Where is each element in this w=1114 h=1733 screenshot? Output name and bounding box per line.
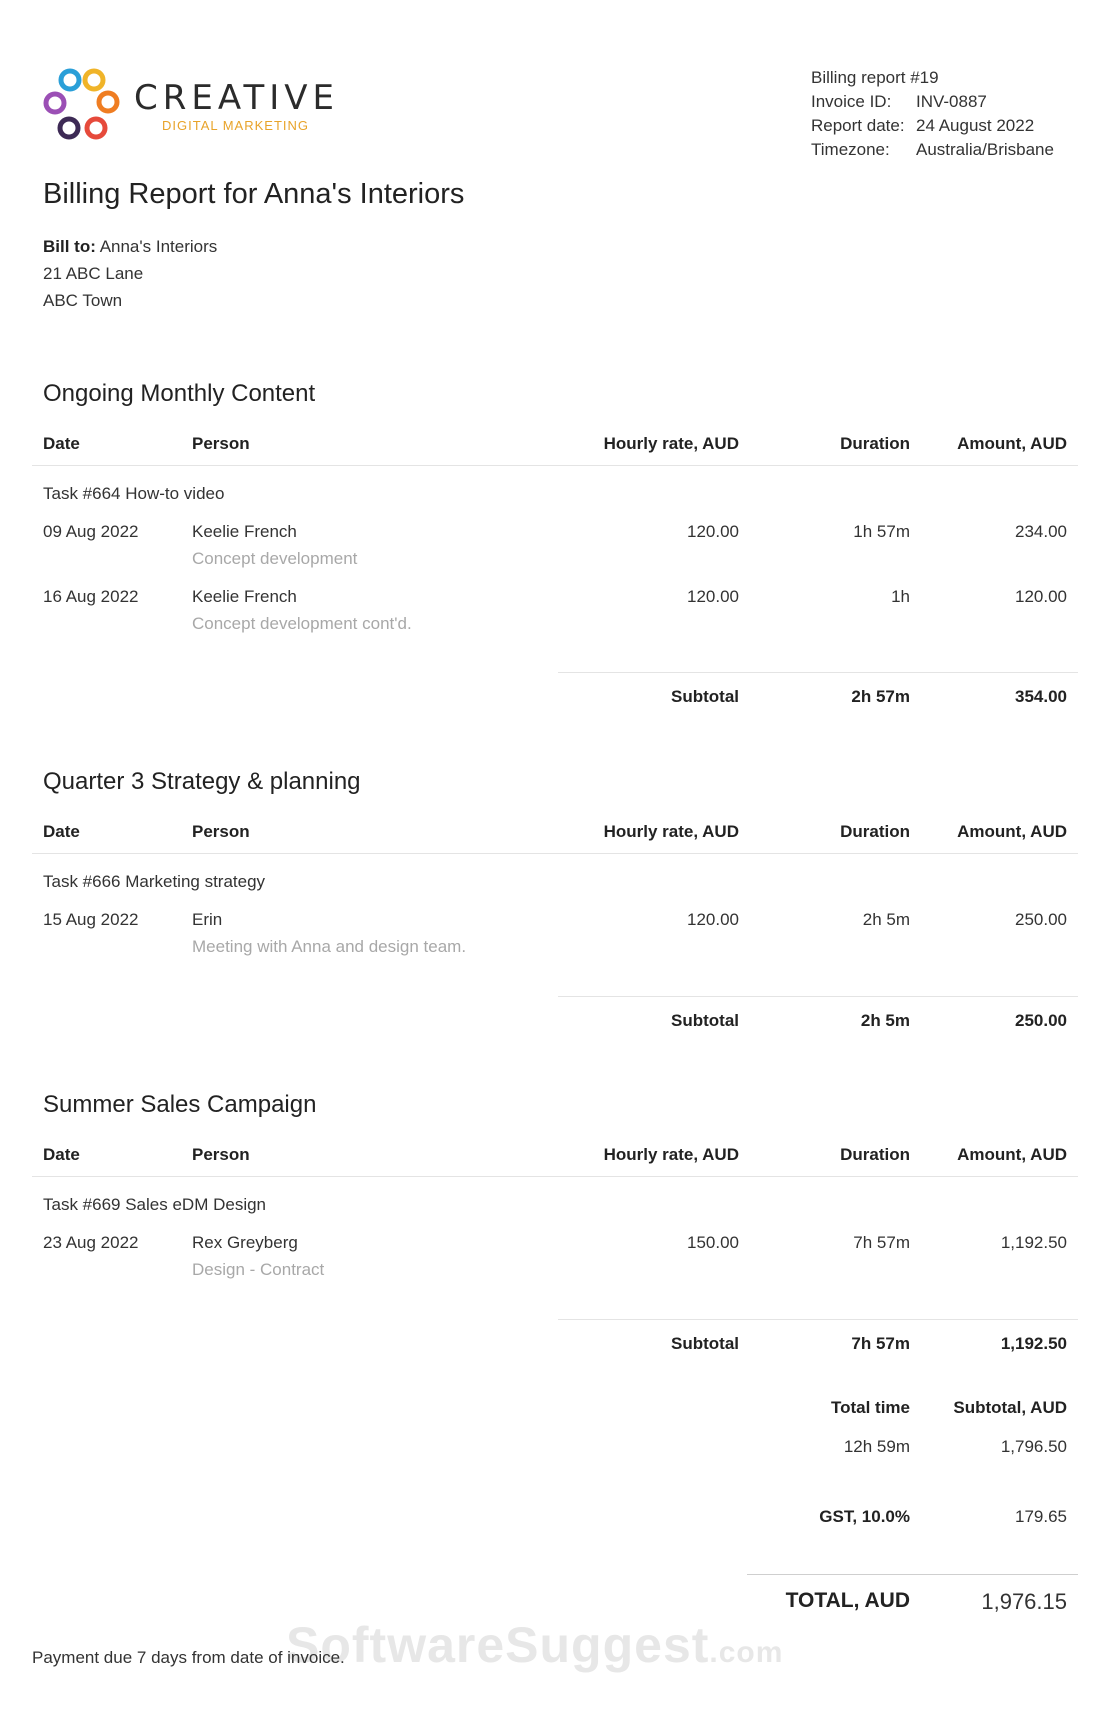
- col-date: Date: [43, 822, 80, 841]
- col-hourly-rate: Hourly rate, AUD: [603, 434, 739, 453]
- company-logo: [42, 66, 339, 146]
- subtotal-duration: 7h 57m: [851, 1334, 910, 1353]
- grand-total-row: [747, 1574, 1078, 1624]
- subtotal-amount: 250.00: [1015, 1011, 1067, 1030]
- bill-to-name: Anna's Interiors: [99, 237, 218, 256]
- task-title: Task #664 How-to video: [43, 484, 225, 503]
- watermark-main: SoftwareSuggest: [286, 1617, 710, 1673]
- table-row: [32, 898, 1078, 963]
- timezone-label: Timezone:: [811, 140, 890, 159]
- section-summer-sales-campaign: [32, 1091, 1078, 1353]
- col-amount: Amount, AUD: [957, 434, 1067, 453]
- entry-amount: 120.00: [1015, 587, 1067, 606]
- report-date-label: Report date:: [811, 116, 905, 135]
- entry-person: Erin: [192, 910, 223, 929]
- subtotal-label: Subtotal: [671, 1334, 739, 1353]
- timezone-value: Australia/Brisbane: [916, 140, 1054, 159]
- subtotal-label: Subtotal: [671, 1011, 739, 1030]
- entry-date: 23 Aug 2022: [43, 1233, 139, 1252]
- subtotal-amount: 354.00: [1015, 687, 1067, 706]
- bill-to-address-line1: 21 ABC Lane: [43, 264, 144, 283]
- entry-date: 15 Aug 2022: [43, 910, 139, 929]
- invoice-id-label: Invoice ID:: [811, 92, 892, 111]
- logo-tagline: DIGITAL MARKETING: [162, 117, 310, 133]
- entry-note: Concept development: [192, 549, 358, 568]
- entry-amount: 234.00: [1015, 522, 1067, 541]
- gst-label: GST, 10.0%: [819, 1507, 910, 1526]
- entry-rate: 120.00: [687, 587, 739, 606]
- report-number: Billing report #19: [811, 68, 939, 87]
- logo-flower-icon: [42, 66, 122, 146]
- col-date: Date: [43, 434, 80, 453]
- entry-amount: 1,192.50: [1000, 1233, 1067, 1252]
- entry-rate: 120.00: [687, 910, 739, 929]
- watermark-suffix: .com: [709, 1636, 784, 1669]
- table-row: [32, 510, 1078, 575]
- subtotal-duration: 2h 57m: [851, 687, 910, 706]
- subtotal-amount: 1,192.50: [1000, 1334, 1067, 1353]
- subtotal-row: [558, 672, 1078, 724]
- grand-total-value: 1,976.15: [981, 1589, 1067, 1614]
- col-person: Person: [192, 1145, 250, 1164]
- bill-to-label: Bill to:: [43, 237, 96, 256]
- total-time-label: Total time: [830, 1398, 910, 1417]
- task-title: Task #666 Marketing strategy: [43, 872, 266, 891]
- report-meta: [811, 66, 1054, 162]
- entry-rate: 150.00: [687, 1233, 739, 1252]
- entry-person: Rex Greyberg: [192, 1233, 298, 1252]
- entry-duration: 7h 57m: [853, 1233, 910, 1252]
- col-duration: Duration: [840, 434, 910, 453]
- section-title: Quarter 3 Strategy & planning: [43, 768, 361, 795]
- entry-person: Keelie French: [192, 522, 297, 541]
- entry-person: Keelie French: [192, 587, 297, 606]
- gst-value: 179.65: [1015, 1507, 1067, 1526]
- section-title: Summer Sales Campaign: [43, 1091, 317, 1118]
- entry-duration: 1h 57m: [853, 522, 910, 541]
- task-title: Task #669 Sales eDM Design: [43, 1195, 267, 1214]
- total-time-value: 12h 59m: [843, 1437, 910, 1456]
- entry-amount: 250.00: [1015, 910, 1067, 929]
- invoice-id-value: INV-0887: [916, 92, 987, 111]
- bill-to-address-line2: ABC Town: [43, 291, 123, 310]
- section-quarter3-strategy: [32, 768, 1078, 1030]
- entry-note: Meeting with Anna and design team.: [192, 937, 467, 956]
- table-row: [32, 1221, 1078, 1286]
- col-person: Person: [192, 434, 250, 453]
- col-duration: Duration: [840, 822, 910, 841]
- entry-date: 16 Aug 2022: [43, 587, 139, 606]
- subtotal-aud-label: Subtotal, AUD: [953, 1398, 1067, 1417]
- col-date: Date: [43, 1145, 80, 1164]
- subtotal-duration: 2h 5m: [860, 1011, 910, 1030]
- col-amount: Amount, AUD: [957, 822, 1067, 841]
- bill-to: [43, 233, 217, 314]
- subtotal-label: Subtotal: [671, 687, 739, 706]
- table-header: [32, 420, 1078, 466]
- entry-note: Concept development cont'd.: [192, 614, 412, 633]
- subtotal-row: [558, 996, 1078, 1048]
- subtotal-aud-value: 1,796.50: [1000, 1437, 1067, 1456]
- col-duration: Duration: [840, 1145, 910, 1164]
- table-row: [32, 575, 1078, 640]
- report-date-value: 24 August 2022: [916, 116, 1035, 135]
- payment-terms: Payment due 7 days from date of invoice.: [32, 1648, 345, 1667]
- entry-note: Design - Contract: [192, 1260, 325, 1279]
- table-header: [32, 1131, 1078, 1177]
- page-title: Billing Report for Anna's Interiors: [43, 178, 465, 210]
- col-person: Person: [192, 822, 250, 841]
- entry-date: 09 Aug 2022: [43, 522, 139, 541]
- section-title: Ongoing Monthly Content: [43, 380, 316, 407]
- logo-name: CREATIVE: [134, 77, 340, 118]
- subtotal-row: [558, 1319, 1078, 1371]
- col-hourly-rate: Hourly rate, AUD: [603, 822, 739, 841]
- entry-duration: 2h 5m: [862, 910, 910, 929]
- grand-total-label: TOTAL, AUD: [785, 1589, 910, 1612]
- col-hourly-rate: Hourly rate, AUD: [603, 1145, 739, 1164]
- entry-rate: 120.00: [687, 522, 739, 541]
- entry-duration: 1h: [891, 587, 910, 606]
- table-header: [32, 808, 1078, 854]
- col-amount: Amount, AUD: [957, 1145, 1067, 1164]
- section-ongoing-monthly-content: [32, 380, 1078, 706]
- watermark: [286, 1616, 783, 1674]
